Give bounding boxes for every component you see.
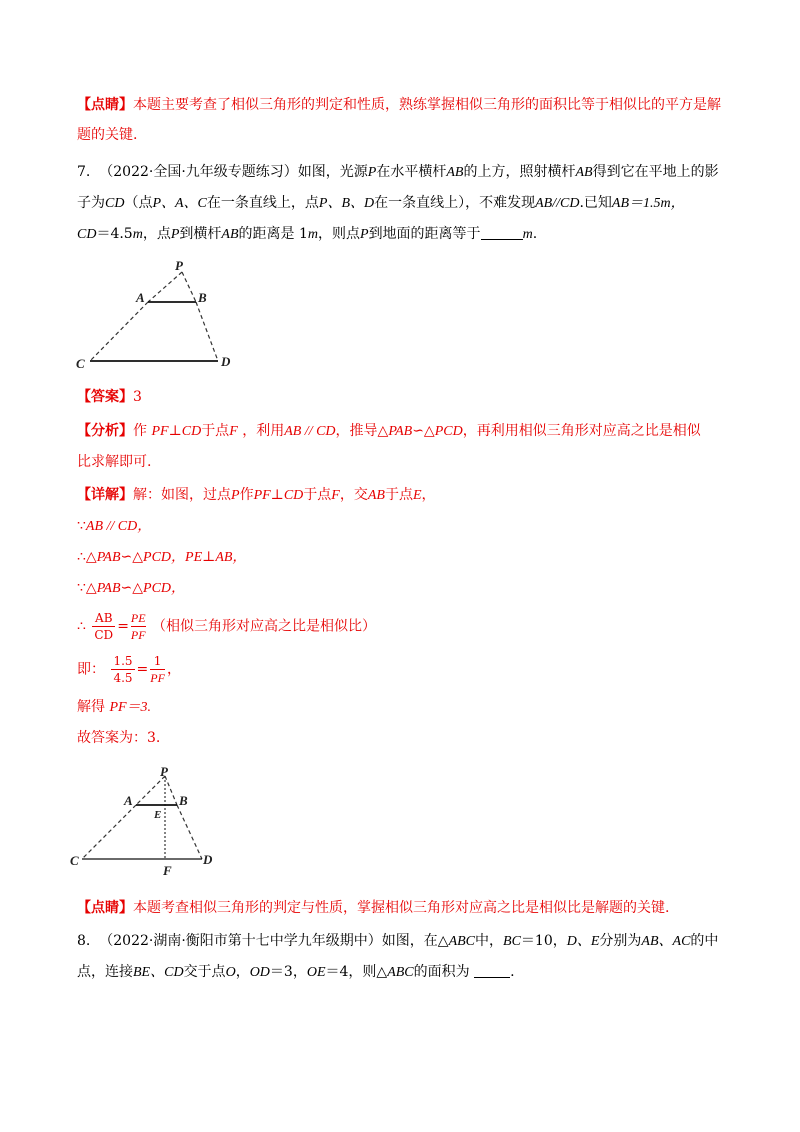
review-block-1 — [77, 90, 727, 150]
question-7 — [77, 157, 727, 250]
label-E: E — [154, 809, 162, 821]
answer-blank-8 — [474, 963, 510, 978]
q7-line-3: CD＝4.5m，点P到横杆AB的距离是 1m，则点P到地面的距离等于 m. — [77, 226, 538, 242]
review-text-cont: 题的关键. — [77, 127, 138, 143]
label-A: A — [124, 793, 133, 808]
label-B: B — [198, 290, 207, 305]
answer-blank — [481, 225, 523, 240]
label-C: C — [76, 356, 85, 371]
label-P: P — [175, 258, 183, 273]
review-text: 本题主要考查了相似三角形的判定和性质，熟练掌握相似三角形的面积比等于相似比的平方是解 — [133, 97, 721, 113]
label-A: A — [136, 290, 145, 305]
review-tag: 【点睛】 — [77, 97, 133, 113]
label-P: P — [160, 765, 168, 779]
figure-2-diagram — [66, 765, 226, 877]
q7-line-1: 7. （2022·全国·九年级专题练习）如图，光源P在水平横杆AB的上方，照射横杆AB得到它在平地上的影 — [77, 164, 719, 180]
fraction-1.5-4.5: $\frac{1.5}{4.5}$ — [113, 654, 133, 685]
analysis-block: 【分析】作 PF⊥CD于点F ，利用AB // CD，推导△PAB∽△PCD，再利用相似三角形对应高之比是相似 比求解即可. — [77, 423, 701, 470]
label-D: D — [221, 354, 231, 369]
label-B: B — [179, 793, 188, 808]
fraction-ab-cd: $\frac{AB}{CD}$ — [94, 611, 114, 642]
detail-block: 【详解】解：如图，过点P作PF⊥CD于点F，交AB于点E， ∵AB // CD， ∴△PAB∽△PCD，PE⊥AB， ∵△PAB∽△PCD， ∴ $\frac{AB}{CD}$ = $\frac{PE}{PF}$ （相似三角形对应高之比是相似比） 即： $\frac{1.5}{4.5}$ = $\frac{1}{PF}$ ， 解得 PF＝3. 故答案为：3. — [77, 487, 436, 746]
review-block-2: 【点睛】本题考查相似三角形的判定与性质，掌握相似三角形对应高之比是相似比是解题的关键. — [77, 900, 670, 916]
label-F: F — [163, 863, 172, 877]
fraction-pe-pf: $\frac{PE}{PF}$ — [130, 611, 146, 642]
figure-1-diagram — [70, 258, 250, 374]
label-C: C — [70, 853, 79, 868]
label-D: D — [203, 852, 213, 867]
q7-line-2: 子为CD（点P、A、C在一条直线上，点P、B、D在一条直线上），不难发现AB//CD.已知AB＝1.5m， — [77, 195, 685, 211]
answer-block: 【答案】3 — [77, 389, 142, 405]
fraction-1-pf: $\frac{1}{PF}$ — [150, 654, 165, 685]
question-8: 8. （2022·湖南·衡阳市第十七中学九年级期中）如图，在△ABC中，BC＝10，D、E分别为AB、AC的中 点，连接BE、CD交于点O，OD＝3，OE＝4，则△ABC的面积为 . — [77, 933, 719, 980]
